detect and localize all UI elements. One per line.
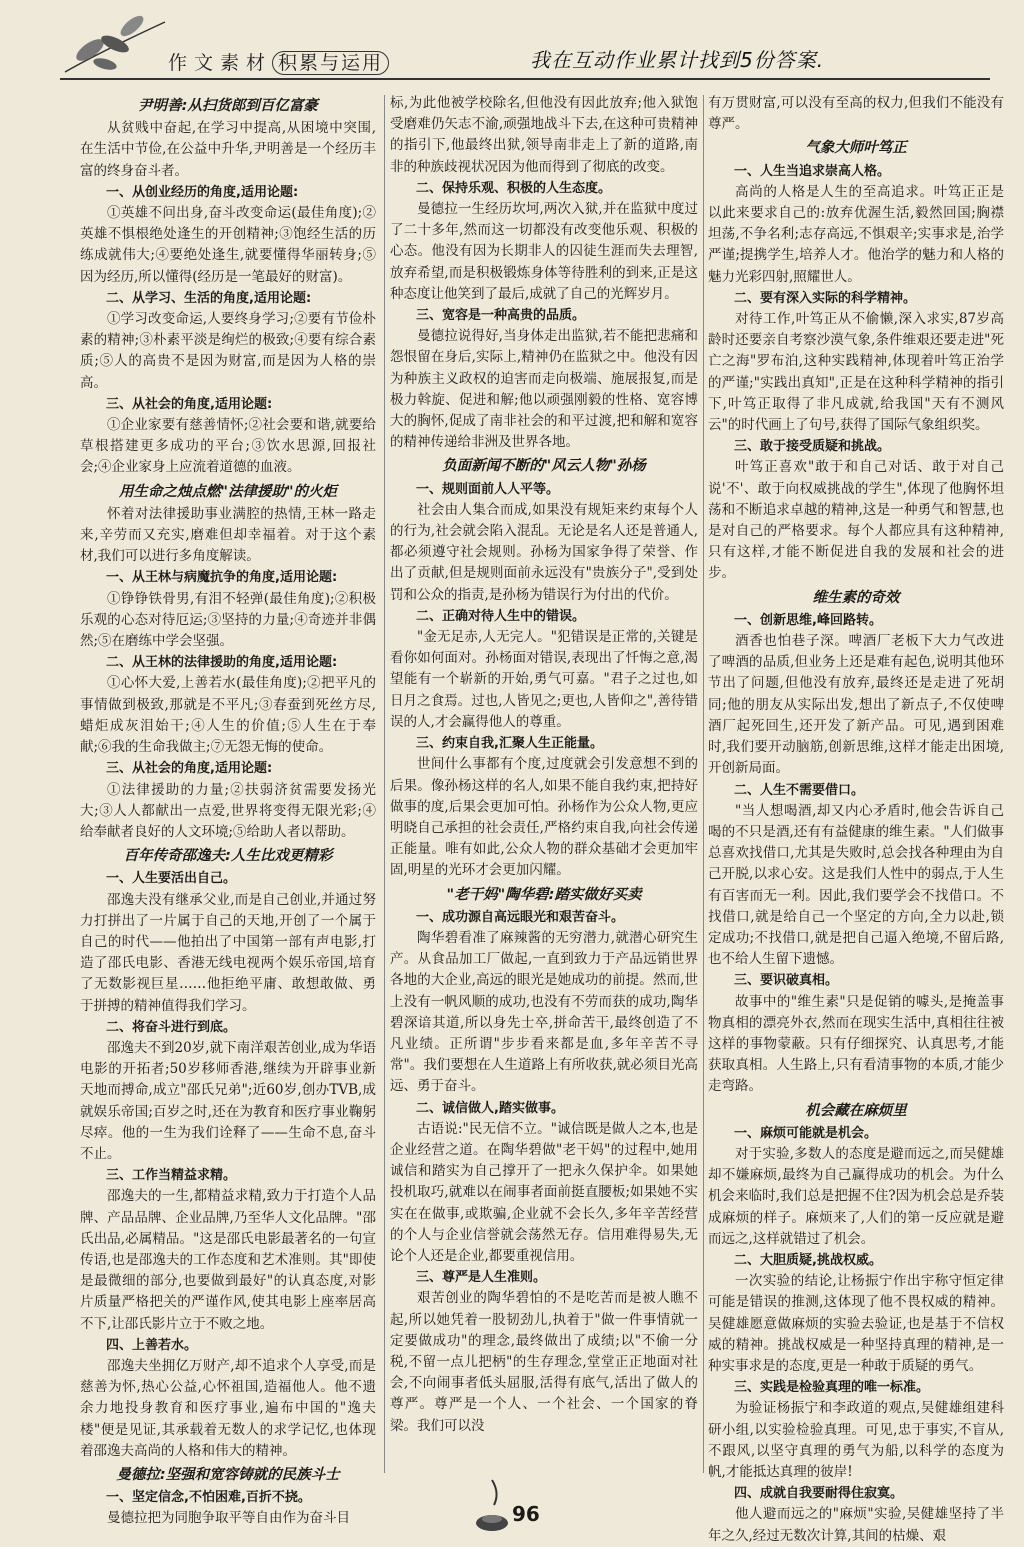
- section-body: 邵逸夫坐拥亿万财产,却不追求个人享受,而是慈善为怀,热心公益,心怀祖国,造福他人。他不遗余力地投身教育和医疗事业,遍布中国的"逸夫楼"便是见证,其承载着无数人的求学记忆,也体现着邵逸夫高尚的人格和伟大的精神。: [80, 1357, 376, 1459]
- section-body: 高尚的人格是人生的至高追求。叶笃正正是以此来要求自己的:放弃优渥生活,毅然回国;胸襟坦荡,不争名利;志存高远,不惧艰辛;实事求是,治学严谨;提携学生,培养人才。他治学的魅力和人格的魅力光彩四射,照耀世人。: [708, 183, 1004, 285]
- section-body: 对于实验,多数人的态度是避而远之,而吴健雄却不嫌麻烦,最终为自己赢得成功的机会。为什么机会来临时,我们总是把握不住?因为机会总是乔装成麻烦的样子。麻烦来了,人们的第一反应就是避而远之,这样就错过了机会。: [708, 1145, 1004, 1247]
- section-body: ①英雄不问出身,奋斗改变命运(最佳角度);②英雄不惧根绝处逢生的开创精神;③饱经生活的历练成就伟大;④要绝处逢生,就要懂得华丽转身;⑤因为经历,所以懂得(经历是一笔最好的财富)。: [80, 205, 376, 285]
- section-heading: 一、人生要活出自己。: [106, 871, 237, 887]
- header-rule: [60, 78, 990, 80]
- section-heading: 三、约束自我,汇聚人生正能量。: [416, 736, 603, 752]
- column-divider: [703, 95, 704, 1473]
- section-heading: 二、保持乐观、积极的人生态度。: [416, 180, 612, 196]
- section-body: 酒香也怕巷子深。啤酒厂老板下大力气改进了啤酒的品质,但业务上还是难有起色,说明其他环节出了问题,但他没有放弃,最终还是走进了死胡同;他的朋友从实际出发,想出了新点子,不仅使啤酒厂起死回生,还开发了新产品。可见,遇到困难时,我们要开动脑筋,创新思维,这样才能走出困境,开创新局面。: [708, 633, 1004, 777]
- section-heading: 一、规则面前人人平等。: [416, 481, 560, 497]
- section-body: ①铮铮铁骨男,有泪不轻弹(最佳角度);②积极乐观的心态对待厄运;③坚持的力量;④奇迹并非偶然;⑤在磨练中学会坚强。: [80, 590, 376, 650]
- article-intro: 怀着对法律援助事业满腔的热情,王林一路走来,辛劳而又充实,磨难但却幸福着。对于这个素材,我们可以进行多角度解读。: [80, 505, 376, 565]
- section-body: 叶笃正喜欢"敢于和自己对话、敢于对自己说'不'、敢于向权威挑战的学生",体现了他胸怀坦荡和不断追求卓越的精神,这是一种勇气和智慧,也是对自己的严格要求。每个人都应具有这种精神,只有这样,才能不断促进自我的发展和社会的进步。: [708, 459, 1004, 582]
- article-title: 曼德拉:坚强和宽容铸就的民族斗士: [116, 1467, 340, 1483]
- section-heading: 一、从创业经历的角度,适用论题:: [106, 184, 299, 200]
- section-body: 陶华碧看准了麻辣酱的无穷潜力,就潜心研究生产。从食品加工厂做起,一直到致力于产品远销世界各地的大企业,高远的眼光是她成功的前提。然而,世上没有一帆风顺的成功,也没有不劳而获的成功,陶华碧深谙其道,所以身先士卒,拼命苦干,最终创造了不凡业绩。正所谓"步步看来都是血,多年辛苦不寻常"。我们要想在人生道路上有所收获,就必须目光高远、勇于奋斗。: [390, 929, 698, 1095]
- section-body: 曼德拉把为同胞争取平等自由作为奋斗目: [107, 1510, 350, 1527]
- section-body: 为验证杨振宁和李政道的观点,吴健雄组建科研小组,以实验检验真理。可见,忠于事实,不盲从,不跟风,以坚守真理的勇气为船,以科学的态度为帆,才能抵达真理的彼岸!: [708, 1400, 1004, 1480]
- section-heading: 一、从王林与病魔抗争的角度,适用论题:: [106, 570, 338, 586]
- column-1: [80, 93, 376, 1527]
- article-title: 负面新闻不断的"风云人物"孙杨: [442, 458, 646, 475]
- section-heading: 二、正确对待人生中的错误。: [416, 608, 586, 624]
- section-body: 社会由人集合而成,如果没有规矩来约束每个人的行为,社会就会陷入混乱。无论是名人还是普通人,都必须遵守社会规则。孙杨为国家争得了荣誉、作出了贡献,但是规则面前永远没有"贵族分子",受到处罚和公众的指责,是孙杨为错误行为付出的代价。: [390, 501, 698, 603]
- section-heading: 一、坚定信念,不怕困难,百折不挠。: [106, 1490, 311, 1506]
- column-3: [708, 93, 1004, 1544]
- section-heading: 三、从社会的角度,适用论题:: [106, 396, 273, 412]
- column-divider: [384, 95, 385, 1473]
- article-title: 机会藏在麻烦里: [805, 1102, 907, 1119]
- section-heading: 三、尊严是人生准则。: [416, 1270, 547, 1286]
- article-intro: 从贫贱中奋起,在学习中提高,从困境中突围,在生活中节俭,在公益中升华,尹明善是一个经历丰富的终身奋斗者。: [80, 120, 376, 179]
- article-title: 用生命之烛点燃"法律援助"的火炬: [118, 483, 338, 500]
- section-body: 对待工作,叶笃正从不偷懒,深入求实,87岁高龄时还要亲自考察沙漠气象,条件维艰还要走进"死亡之海"罗布泊,这种实践精神,体现着叶笃正治学的严谨;"实践出真知",正是在这种科学精神的指引下,叶笃正取得了非凡成就,给我国"天有不测风云"的时代画上了句号,获得了国际气象组织奖。: [708, 311, 1004, 434]
- section-heading: 三、要识破真相。: [734, 973, 839, 989]
- ink-pot-icon: [470, 1475, 514, 1535]
- section-body: 邵逸夫没有继承父业,而是自己创业,并通过努力打拼出了一片属于自己的天地,开创了一个属于自己的时代——他拍出了中国第一部有声电影,打造了邵氏电影、香港无线电视两个娱乐帝国,培育了无数影视巨星……他拒绝平庸、敢想敢做、勇于拼搏的精神值得我们学习。: [80, 891, 376, 1014]
- section-heading: 二、诚信做人,踏实做事。: [416, 1100, 564, 1116]
- section-heading: 一、人生当追求崇高人格。: [734, 163, 891, 179]
- leaf-branch-icon: [60, 12, 170, 80]
- header-title: 作文素材 积累与运用: [168, 48, 389, 75]
- section-heading: 四、成就自我要耐得住寂寞。: [734, 1486, 904, 1502]
- section-body: ①企业家要有慈善情怀;②社会要和谐,就要给草根搭建更多成功的平台;③饮水思源,回报社会;④企业家身上应流着道德的血液。: [80, 417, 376, 476]
- section-heading: 二、将奋斗进行到底。: [106, 1019, 237, 1035]
- section-heading: 一、麻烦可能就是机会。: [734, 1125, 878, 1141]
- section-heading: 三、宽容是一种高贵的品质。: [416, 308, 586, 324]
- section-body: 世间什么事都有个度,过度就会引发意想不到的后果。像孙杨这样的名人,如果不能自我约束,把持好做事的度,后果会更加可怕。孙杨作为公众人物,更应明晓自己承担的社会责任,严格约束自我,向社会传递正能量。唯有如此,公众人物的群众基础才会更加牢固,明星的光环才会更加闪耀。: [390, 756, 698, 879]
- section-body: "金无足赤,人无完人。"犯错误是正常的,关键是看你如何面对。孙杨面对错误,表现出了忏悔之意,渴望能有一个崭新的开始,勇气可嘉。"君子之过也,如日月之食焉。过也,人皆见之;更也,人皆仰之",善待错误的人,才会赢得他人的尊重。: [390, 629, 698, 730]
- article-title: "老干妈"陶华碧:踏实做好买卖: [446, 886, 642, 903]
- page-number: 96: [512, 1502, 540, 1526]
- section-body: 一次实验的结论,让杨振宁作出宇称守恒定律可能是错误的推测,这体现了他不畏权威的精神。吴健雄愿意做麻烦的实验去验证,也是基于不信权威的精神。挑战权威是一种坚持真理的精神,是一种实事求是的态度,更是一种敢于质疑的勇气。: [708, 1273, 1004, 1374]
- section-body: 故事中的"维生素"只是促销的噱头,是掩盖事物真相的漂亮外衣,然而在现实生活中,真相往往被这样的事物蒙蔽。只有仔细探究、认真思考,才能获取真相。人生路上,只有看清事物的本质,才能少走弯路。: [708, 993, 1004, 1095]
- column-2: [390, 93, 698, 1473]
- section-heading: 二、要有深入实际的科学精神。: [734, 290, 917, 306]
- section-heading: 三、实践是检验真理的唯一标准。: [734, 1380, 930, 1396]
- section-body: 古语说:"民无信不立。"诚信既是做人之本,也是企业经营之道。在陶华碧做"老干妈"的过程中,她用诚信和踏实为自己撑开了一把永久保护伞。如果她投机取巧,就难以在闹事者面前挺直腰板;如果她不实实在在做事,或欺骗,企业就不会长久,多年辛苦经营的个人与企业信誉就会荡然无存。信用难得易失,无论个人还是企业,都要重视信用。: [390, 1120, 698, 1264]
- section-body: 曼德拉说得好,当身体走出监狱,若不能把悲痛和怨恨留在身后,实际上,精神仍在监狱之中。他没有因为种族主义政权的迫害而走向极端、施展报复,而是极力斡旋、促进和解;他以顽强刚毅的性格、宽容博大的胸怀,促成了南非社会的和平过渡,把和解和宽容的精神传递给非洲及世界各地。: [390, 328, 698, 451]
- section-heading: 二、人生不需要借口。: [734, 782, 865, 798]
- header-handwriting: 我在互动作业累计找到5份答案.: [530, 48, 825, 72]
- section-heading: 四、上善若水。: [106, 1337, 198, 1353]
- section-body: ①学习改变命运,人要终身学习;②要有节俭朴素的精神;③朴素平淡是绚烂的极致;④要有综合素质;⑤人的高贵不是因为财富,而是因为人格的崇高。: [80, 311, 376, 391]
- article-title: 尹明善:从扫货郎到百亿富豪: [138, 98, 318, 114]
- section-body: 邵逸夫的一生,都精益求精,致力于打造个人品牌、产品品牌、企业品牌,乃至华人文化品牌。"邵氏出品,必属精品。"这是邵氏电影最著名的一句宣传语,也是邵逸夫的工作态度和艺术准则。其"即使是最微细的部分,也要做到最好"的认真态度,对影片质量严格把关的严谨作风,使其电影上座率居高不下,让邵氏影片立于不败之地。: [80, 1188, 376, 1332]
- section-body: ①法律援助的力量;②扶弱济贫需要发扬光大;③人人都献出一点爱,世界将变得无限光彩;④给奉献者良好的人文环境;⑤给助人者以帮助。: [80, 781, 376, 840]
- section-heading: 二、从学习、生活的角度,适用论题:: [106, 290, 312, 306]
- page-header: [0, 0, 1024, 90]
- header-title-boxed: 积累与运用: [272, 51, 389, 75]
- article-title: 维生素的奇效: [812, 589, 900, 606]
- section-body: ①心怀大爱,上善若水(最佳角度);②把平凡的事情做到极致,那就是不平凡;③春蚕到死丝方尽,蜡炬成灰泪始干;④人生的价值;⑤人生在于奉献;⑥我的生命我做主;⑦无怨无悔的使命。: [80, 675, 376, 756]
- section-body: "当人想喝酒,却又内心矛盾时,他会告诉自己喝的不只是酒,还有有益健康的维生素。"人们做事总喜欢找借口,尤其是失败时,总会找各种理由为自己开脱,以求心安。这是我们人性中的弱点,于人生有百害而无一利。因此,我们要学会不找借口。不找借口,就是给自己一个坚定的方向,全力以赴,锁定成功;不找借口,就是把自己逼入绝境,不留后路,也不给人生留下遗憾。: [708, 802, 1004, 968]
- section-heading: 一、成功源自高远眼光和艰苦奋斗。: [416, 909, 625, 925]
- section-heading: 一、创新思维,峰回路转。: [734, 612, 882, 628]
- section-heading: 二、大胆质疑,挑战权威。: [734, 1252, 882, 1268]
- section-heading: 三、敢于接受质疑和挑战。: [734, 439, 891, 455]
- section-heading: 三、工作当精益求精。: [106, 1168, 237, 1184]
- section-body: 曼德拉一生经历坎坷,两次入狱,并在监狱中度过了二十多年,然而这一切都没有改变他乐观、积极的心态。他没有因为长期非人的囚徒生涯而失去理智,放弃希望,而是积极锻炼身体等待胜利的到来,正是这种态度让他笑到了最后,成就了自己的光辉岁月。: [390, 201, 698, 302]
- section-body-continued: 标,为此他被学校除名,但他没有因此放弃;他入狱饱受磨难仍矢志不渝,顽强地战斗下去,在这种可贵精神的指引下,他最终出狱,领导南非走上了新的道路,南非的种族歧视状况因为他而得到了彻底的改变。: [390, 95, 698, 175]
- section-heading: 三、从社会的角度,适用论题:: [106, 761, 273, 777]
- section-body: 他人避而远之的"麻烦"实验,吴健雄坚持了半年之久,经过无数次计算,其间的枯燥、艰: [708, 1506, 1004, 1544]
- article-title: 百年传奇邵逸夫:人生比戏更精彩: [123, 848, 333, 865]
- section-heading: 二、从王林的法律援助的角度,适用论题:: [106, 655, 338, 671]
- section-body: 艰苦创业的陶华碧怕的不是吃苦而是被人瞧不起,所以她凭着一股韧劲儿,执着于"做一件事情就一定要做成功"的理念,最终做出了成绩;以"不偷一分税,不留一点儿把柄"的生存理念,堂堂正正地面对社会,不向闹事者低头屈服,活得有底气,活出了做人的尊严。尊严是一个人、一个社会、一个国家的脊梁。我们可以没: [390, 1290, 698, 1434]
- article-title: 气象大师叶笃正: [805, 140, 907, 157]
- section-body-continued: 有万贯财富,可以没有至高的权力,但我们不能没有尊严。: [708, 95, 1004, 133]
- section-body: 邵逸夫不到20岁,就下南洋艰苦创业,成为华语电影的开拓者;50岁移师香港,继续为开辟事业新天地而搏命,成立"邵氏兄弟";近60岁,创办TVB,成就娱乐帝国;百岁之时,还在为教育和医疗事业鞠躬尽瘁。他的一生为我们诠释了——生命不息,奋斗不止。: [80, 1039, 376, 1162]
